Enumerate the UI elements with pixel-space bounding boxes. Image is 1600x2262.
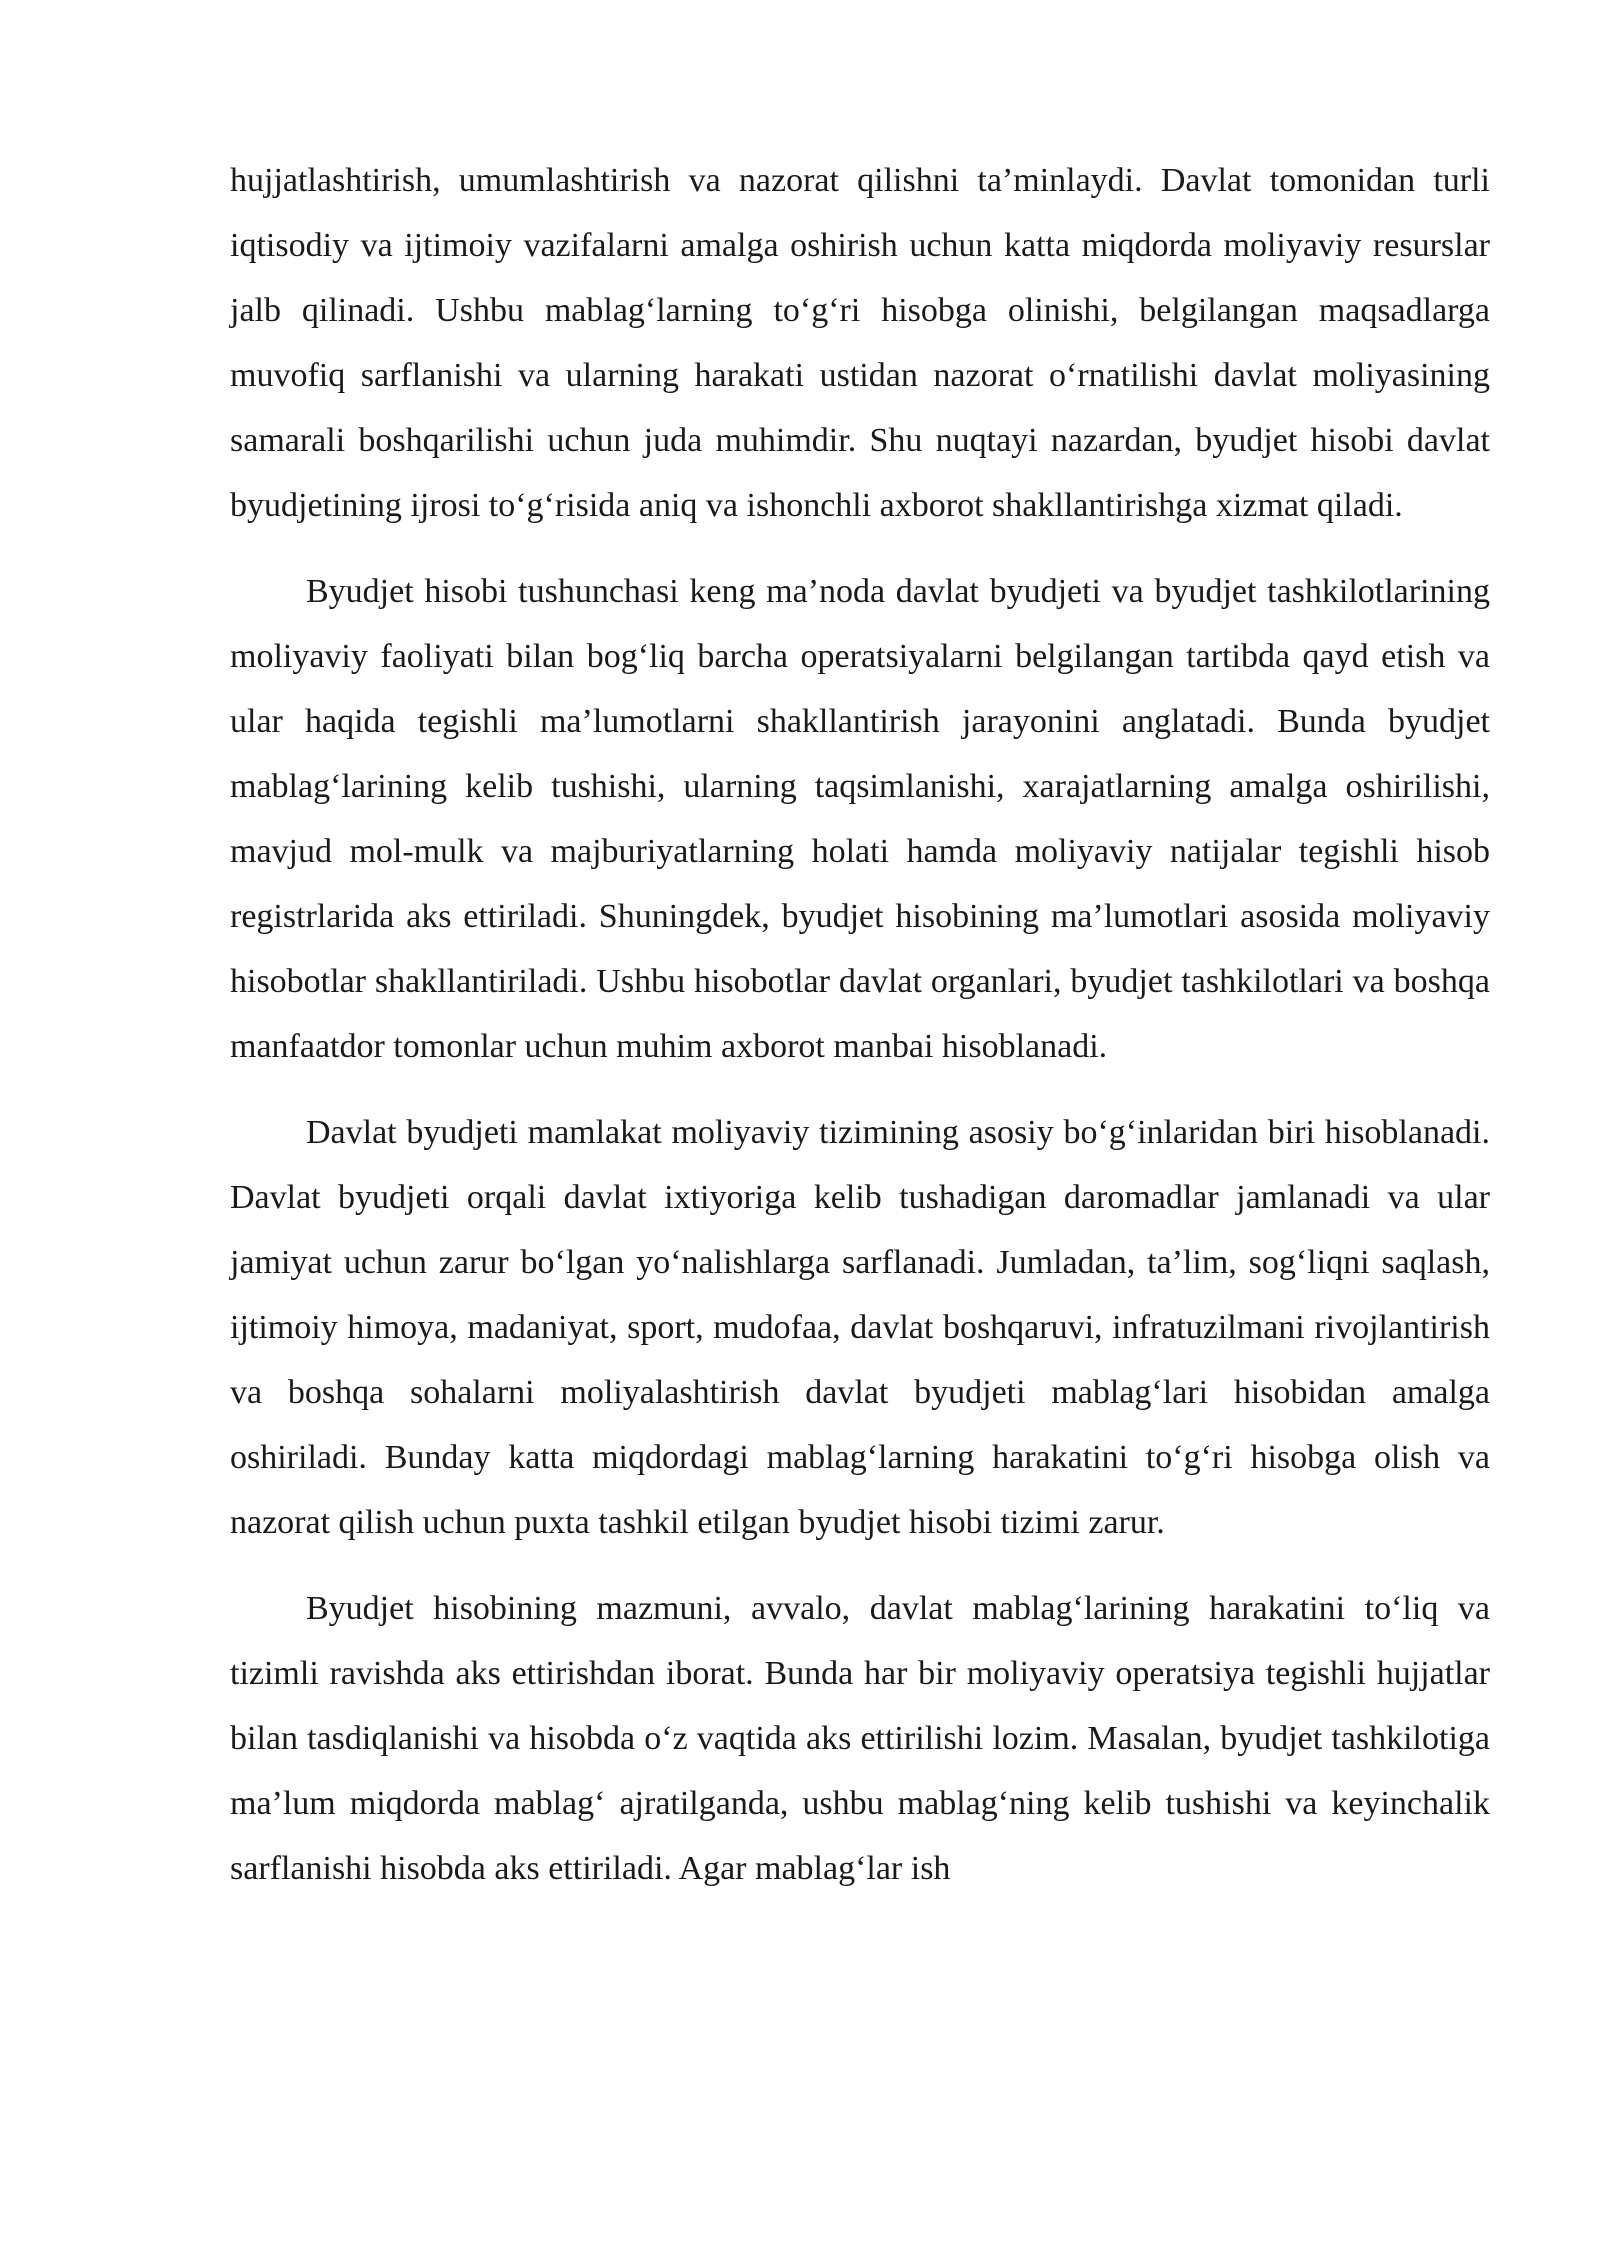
paragraph-3: Davlat byudjeti mamlakat moliyaviy tizimining asosiy bo‘g‘inlaridan biri hisoblanadi. Davlat byudjeti orqali davlat ixtiyoriga kelib tushadigan daromadlar jamlanadi va ular jamiyat uchun zarur bo‘lgan yo‘nalishlarga sarflanadi. Jumladan, ta’lim, sog‘liqni saqlash, ijtimoiy himoya, madaniyat, sport, mudofaa, davlat boshqaruvi, infratuzilmani rivojlantirish va boshqa sohalarni moliyalashtirish davlat byudjeti mablag‘lari hisobidan amalga oshiriladi. Bunday katta miqdordagi mablag‘larning harakatini to‘g‘ri hisobga olish va nazorat qilish uchun puxta tashkil etilgan byudjet hisobi tizimi zarur.	[230, 1114, 1490, 1541]
paragraph-2: Byudjet hisobi tushunchasi keng ma’noda davlat byudjeti va byudjet tashkilotlarining moliyaviy faoliyati bilan bog‘liq barcha operatsiyalarni belgilangan tartibda qayd etish va ular haqida tegishli ma’lumotlarni shakllantirish jarayonini anglatadi. Bunda byudjet mablag‘larining kelib tushishi, ularning taqsimlanishi, xarajatlarning amalga oshirilishi, mavjud mol-mulk va majburiyatlarning holati hamda moliyaviy natijalar tegishli hisob registrlarida aks ettiriladi. Shuningdek, byudjet hisobining ma’lumotlari asosida moliyaviy hisobotlar shakllantiriladi. Ushbu hisobotlar davlat organlari, byudjet tashkilotlari va boshqa manfaatdor tomonlar uchun muhim axborot manbai hisoblanadi.	[230, 573, 1490, 1065]
paragraph-4: Byudjet hisobining mazmuni, avvalo, davlat mablag‘larining harakatini to‘liq va tizimli ravishda aks ettirishdan iborat. Bunda har bir moliyaviy operatsiya tegishli hujjatlar bilan tasdiqlanishi va hisobda o‘z vaqtida aks ettirilishi lozim. Masalan, byudjet tashkilotiga ma’lum miqdorda mablag‘ ajratilganda, ushbu mablag‘ning kelib tushishi va keyinchalik sarflanishi hisobda aks ettiriladi. Agar mablag‘lar ish	[230, 1590, 1490, 1887]
paragraph-1: hujjatlashtirish, umumlashtirish va nazorat qilishni ta’minlaydi. Davlat tomonidan turli iqtisodiy va ijtimoiy vazifalarni amalga oshirish uchun katta miqdorda moliyaviy resurslar jalb qilinadi. Ushbu mablag‘larning to‘g‘ri hisobga olinishi, belgilangan maqsadlarga muvofiq sarflanishi va ularning harakati ustidan nazorat o‘rnatilishi davlat moliyasining samarali boshqarilishi uchun juda muhimdir. Shu nuqtayi nazardan, byudjet hisobi davlat byudjetining ijrosi to‘g‘risida aniq va ishonchli axborot shakllantirishga xizmat qiladi.	[230, 162, 1490, 524]
document-page	[230, 148, 1490, 1922]
